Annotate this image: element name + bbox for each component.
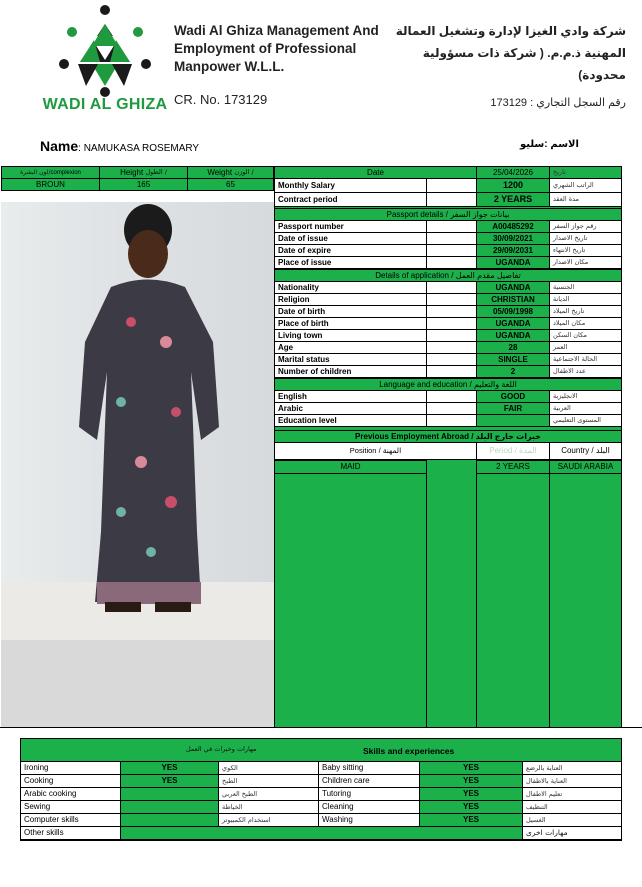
employment-period-header: Period / المدة xyxy=(476,442,550,460)
candidate-photo xyxy=(1,202,274,640)
passport-row-label-ar: مكان الاصدار xyxy=(549,256,622,269)
language-row-value: GOOD xyxy=(476,390,550,403)
skill-label-ar: العناية بالاطفال xyxy=(522,774,622,788)
application-row-label: Date of birth xyxy=(274,305,427,318)
contract-label-ar: مدة العقد xyxy=(549,192,622,207)
contract-value: 1200 xyxy=(476,178,550,193)
skill-label-ar: استخدام الكمبيوتر xyxy=(218,813,319,827)
skill-value: YES xyxy=(120,761,219,775)
other-skills-value xyxy=(120,826,523,840)
height-header-en: Height xyxy=(120,167,144,177)
skill-label: Computer skills xyxy=(20,813,121,827)
application-row-label: Religion xyxy=(274,293,427,306)
skill-label-ar: التنظيف xyxy=(522,800,622,814)
weight-header-en: Weight xyxy=(207,167,233,177)
passport-row-blank xyxy=(426,256,477,269)
logo-text: WADI AL GHIZA xyxy=(42,96,168,113)
company-logo xyxy=(42,2,168,120)
grid-line xyxy=(426,474,427,728)
language-row-value: FAIR xyxy=(476,402,550,415)
cr-number-ar: رقم السجل التجاري : 173129 xyxy=(490,97,626,109)
passport-row-value: A00485292 xyxy=(476,220,550,233)
application-row-blank xyxy=(426,365,477,378)
application-row-value: CHRISTIAN xyxy=(476,293,550,306)
skill-value: YES xyxy=(120,774,219,788)
company-name-ar xyxy=(386,20,626,86)
language-row-value xyxy=(476,414,550,427)
grid-line xyxy=(549,474,550,728)
language-section-title: Language and education / اللغة والتعليم xyxy=(274,378,622,391)
name-label-ar: الاسم :سليو xyxy=(520,139,579,150)
skills-title-row xyxy=(20,738,622,762)
skill-value: YES xyxy=(419,787,523,801)
application-row-label-ar: العمر xyxy=(549,341,622,354)
contract-label: Contract period xyxy=(274,192,427,207)
application-row-label: Place of birth xyxy=(274,317,427,330)
application-row-label: Marital status xyxy=(274,353,427,366)
passport-section-title: Passport details / بيانات جواز السفر xyxy=(274,208,622,221)
height-value: 165 xyxy=(99,178,188,191)
language-row-label: Arabic xyxy=(274,402,427,415)
passport-row-label: Date of expire xyxy=(274,244,427,257)
employment-position-header: Position / المهنة xyxy=(274,442,477,460)
skill-label: Children care xyxy=(318,774,420,788)
application-row-label-ar: الديانة xyxy=(549,293,622,306)
passport-row-label: Place of issue xyxy=(274,256,427,269)
application-row-label-ar: عدد الاطفال xyxy=(549,365,622,378)
date-label: Date xyxy=(274,166,477,179)
skill-label-ar: الطبخ xyxy=(218,774,319,788)
passport-row-label: Date of issue xyxy=(274,232,427,245)
application-row-value: SINGLE xyxy=(476,353,550,366)
skill-label: Other skills xyxy=(20,826,121,840)
skill-value: YES xyxy=(419,761,523,775)
contract-blank xyxy=(426,192,477,207)
skill-value: YES xyxy=(419,774,523,788)
application-row-label-ar: الجنسية xyxy=(549,281,622,294)
date-value: 25/04/2026 xyxy=(476,166,550,179)
name-row xyxy=(40,138,199,154)
employment-country: SAUDI ARABIA xyxy=(549,460,622,474)
passport-row-value: UGANDA xyxy=(476,256,550,269)
candidate-name: : NAMUKASA ROSEMARY xyxy=(78,143,200,154)
complexion-header-ar: لون البشرة/ xyxy=(20,168,51,176)
company-name-line-3: Manpower W.L.L. xyxy=(174,59,285,74)
skill-label-ar: مهارات اخرى xyxy=(522,826,622,840)
company-name-ar-line-3: محدودة) xyxy=(578,68,626,82)
contract-label-ar: الراتب الشهري xyxy=(549,178,622,193)
skill-label: Cooking xyxy=(20,774,121,788)
weight-value: 65 xyxy=(187,178,274,191)
complexion-value: BROUN xyxy=(1,178,100,191)
contract-label: Monthly Salary xyxy=(274,178,427,193)
language-row-label: Education level xyxy=(274,414,427,427)
passport-row-value: 29/09/2031 xyxy=(476,244,550,257)
application-row-label-ar: مكان الميلاد xyxy=(549,317,622,330)
passport-row-label-ar: رقم جواز السفر xyxy=(549,220,622,233)
employment-section-title: Previous Employment Abroad / خبرات خارج البلد xyxy=(274,430,622,443)
height-header-ar: الطول / xyxy=(145,168,167,177)
company-name-line-1: Wadi Al Ghiza Management And xyxy=(174,23,379,38)
application-row-value: 2 xyxy=(476,365,550,378)
application-row-label-ar: تاريخ الميلاد xyxy=(549,305,622,318)
weight-header-ar: الوزن / xyxy=(234,168,254,177)
skill-label: Sewing xyxy=(20,800,121,814)
application-row-label: Number of children xyxy=(274,365,427,378)
application-row-label-ar: الحالة الاجتماعية xyxy=(549,353,622,366)
skill-label-ar: العناية بالرضع xyxy=(522,761,622,775)
skills-title-en: Skills and experiences xyxy=(363,746,455,756)
cr-number-en: CR. No. 173129 xyxy=(174,92,268,107)
language-row-blank xyxy=(426,414,477,427)
application-row-label: Living town xyxy=(274,329,427,342)
skill-value: YES xyxy=(419,800,523,814)
language-row-label: English xyxy=(274,390,427,403)
passport-row-value: 30/09/2021 xyxy=(476,232,550,245)
name-label: Name xyxy=(40,138,79,154)
application-row-value: 28 xyxy=(476,341,550,354)
application-row-value: UGANDA xyxy=(476,281,550,294)
company-name-line-2: Employment of Professional xyxy=(174,41,357,56)
skill-label: Baby sitting xyxy=(318,761,420,775)
passport-row-label-ar: تاريخ الاصدار xyxy=(549,232,622,245)
complexion-header-en: complexion xyxy=(50,169,81,176)
skill-value xyxy=(120,800,219,814)
employment-period: 2 YEARS xyxy=(476,460,550,474)
application-row-value: UGANDA xyxy=(476,329,550,342)
photo-blank-area xyxy=(1,640,274,727)
application-row-label: Nationality xyxy=(274,281,427,294)
application-row-label-ar: مكان السكن xyxy=(549,329,622,342)
skill-label-ar: تعليم الاطفال xyxy=(522,787,622,801)
skill-label: Arabic cooking xyxy=(20,787,121,801)
skill-label: Washing xyxy=(318,813,420,827)
skill-value: YES xyxy=(419,813,523,827)
skill-label-ar: الكوي xyxy=(218,761,319,775)
skill-label-ar: الطبخ العربي xyxy=(218,787,319,801)
skill-label: Cleaning xyxy=(318,800,420,814)
skill-label: Tutoring xyxy=(318,787,420,801)
date-label-ar: تاريخ xyxy=(549,166,622,179)
company-name-en xyxy=(174,22,379,76)
person-silhouette-icon xyxy=(1,202,274,640)
language-row-label-ar: العربية xyxy=(549,402,622,415)
language-row-label-ar: المستوى التعليمي xyxy=(549,414,622,427)
passport-row-label: Passport number xyxy=(274,220,427,233)
company-name-ar-line-2: المهنية ذ.م.م. ( شركة ذات مسؤولية xyxy=(422,46,626,60)
contract-value: 2 YEARS xyxy=(476,192,550,207)
skill-label-ar: الغسيل xyxy=(522,813,622,827)
application-section-title: Details of application / تفاصيل مقدم العمل xyxy=(274,269,622,282)
application-row-value: 05/09/1998 xyxy=(476,305,550,318)
contract-blank xyxy=(426,178,477,193)
employment-country-header: Country / البلد xyxy=(549,442,622,460)
skill-value xyxy=(120,813,219,827)
language-row-label-ar: الانجليزية xyxy=(549,390,622,403)
skill-label-ar: الخياطة xyxy=(218,800,319,814)
skill-value xyxy=(120,787,219,801)
application-row-value: UGANDA xyxy=(476,317,550,330)
skills-title-ar: مهارات وخبرات في العمل xyxy=(186,745,257,753)
passport-row-label-ar: تاريخ الانتهاء xyxy=(549,244,622,257)
company-name-ar-line-1: شركة وادي الغيزا لإدارة وتشغيل العمالة xyxy=(395,24,626,38)
application-row-label: Age xyxy=(274,341,427,354)
grid-line xyxy=(476,474,477,728)
employment-position: MAID xyxy=(274,460,427,474)
skill-label: Ironing xyxy=(20,761,121,775)
page-divider xyxy=(0,727,642,728)
